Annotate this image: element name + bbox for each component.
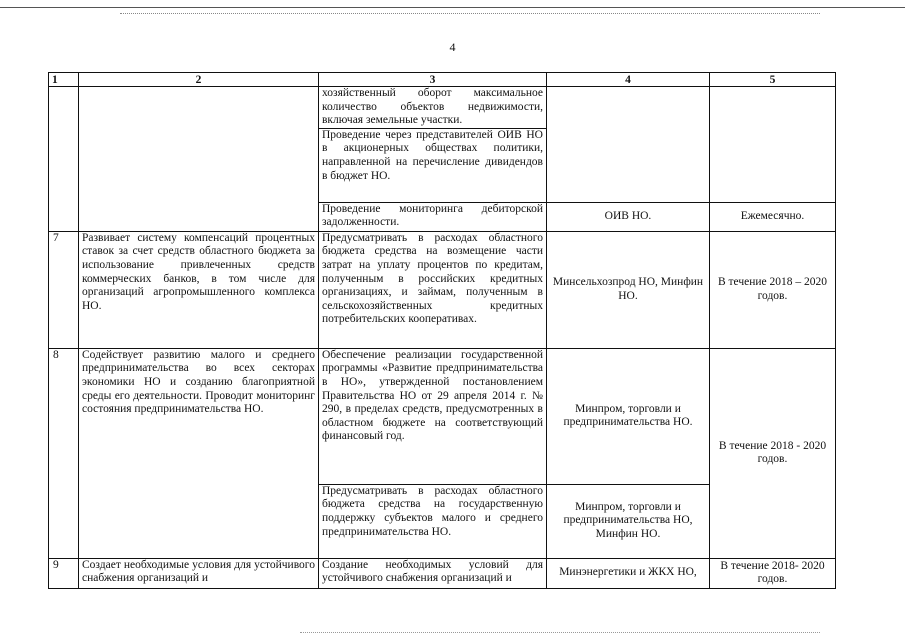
function-cell	[79, 87, 319, 232]
executor-cell: Минсельхозпрод НО, Минфин НО.	[547, 231, 710, 348]
row-number: 9	[49, 558, 79, 588]
executor-cell: ОИВ НО.	[547, 202, 710, 231]
term-cell: В течение 2018- 2020 годов.	[710, 558, 836, 588]
table-row	[49, 348, 836, 484]
table-header-row	[49, 73, 836, 87]
col-header-3: 3	[319, 73, 547, 87]
term-cell	[710, 87, 836, 203]
measure-cell: Создание необходимых условий для устойчивого снабжения организаций и	[319, 558, 547, 588]
term-cell: В течение 2018 - 2020 годов.	[710, 348, 836, 558]
term-cell: Ежемесячно.	[710, 202, 836, 231]
top-border-line	[0, 7, 905, 8]
measure-cell: Предусматривать в расходах областного бюджета средства на государственную поддержку субъектов малого и среднего предпринимательства НО.	[319, 484, 547, 558]
executor-cell	[547, 87, 710, 203]
measure-cell: Предусматривать в расходах областного бюджета средства на возмещение части затрат на уплату процентов по кредитам, полученным в российских кредитных организациях, и займам, полученным в сельскохозяйственных кредитных потребительских кооперативах.	[319, 231, 547, 348]
term-cell: В течение 2018 – 2020 годов.	[710, 231, 836, 348]
col-header-4: 4	[547, 73, 710, 87]
plan-table	[48, 72, 836, 589]
executor-cell: Минэнергетики и ЖКХ НО,	[547, 558, 710, 588]
col-header-5: 5	[710, 73, 836, 87]
function-cell: Развивает систему компенсаций процентных ставок за счет средств областного бюджета за использование привлеченных средств коммерческих банков, в том числе для организаций агропромышленного комплекса НО.	[79, 231, 319, 348]
col-header-2: 2	[79, 73, 319, 87]
top-dotted-line	[120, 13, 820, 14]
row-number: 8	[49, 348, 79, 558]
measure-cell: хозяйственный оборот максимальное количество объектов недвижимости, включая земельные участки.	[319, 87, 547, 129]
measure-cell: Проведение мониторинга дебиторской задолженности.	[319, 202, 547, 231]
table-row	[49, 87, 836, 129]
function-cell: Содействует развитию малого и среднего предпринимательства во всех секторах экономики НО и созданию благоприятной среды его деятельности. Проводит мониторинг состояния предпринимательства НО.	[79, 348, 319, 558]
bottom-dotted-line	[300, 632, 820, 633]
measure-cell: Обеспечение реализации государственной программы «Развитие предпринимательства в НО», утвержденной постановлением Правительства НО от 29 апреля 2014 г. № 290, в пределах средств, предусмотренных в областном бюджете на соответствующий финансовый год.	[319, 348, 547, 484]
function-cell: Создает необходимые условия для устойчивого снабжения организаций и	[79, 558, 319, 588]
executor-cell: Минпром, торговли и предпринимательства НО, Минфин НО.	[547, 484, 710, 558]
row-num-cell	[49, 87, 79, 232]
executor-cell: Минпром, торговли и предпринимательства НО.	[547, 348, 710, 484]
row-number: 7	[49, 231, 79, 348]
col-header-1: 1	[49, 73, 79, 87]
measure-cell: Проведение через представителей ОИВ НО в акционерных обществах политики, направленной на перечисление дивидендов в бюджет НО.	[319, 128, 547, 202]
table-row	[49, 231, 836, 348]
page-number: 4	[449, 40, 456, 54]
table-row	[49, 558, 836, 588]
